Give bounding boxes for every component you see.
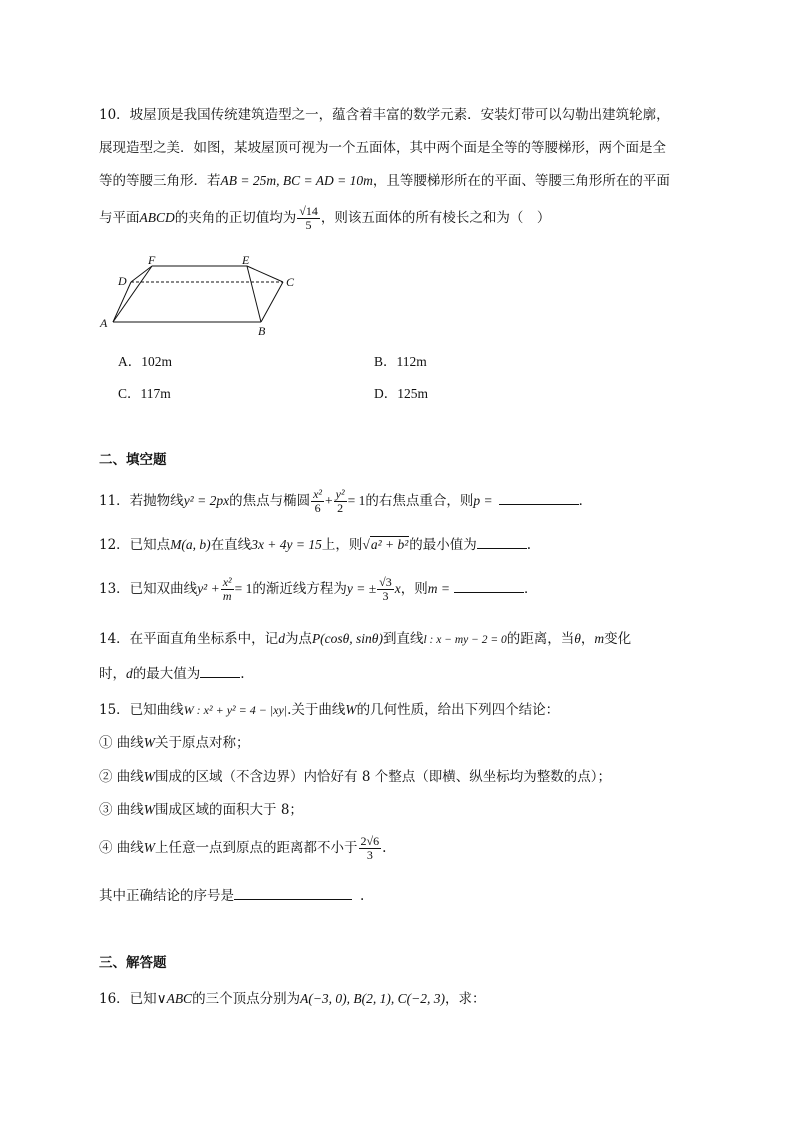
q15-W: W	[143, 769, 156, 784]
edge-df	[131, 266, 152, 282]
q15-W: W	[345, 702, 357, 717]
edge-be	[247, 266, 261, 322]
q15-item-2	[99, 765, 611, 785]
q11-parabola: y² = 2px	[183, 493, 230, 508]
q12-text: 的最小值为	[409, 537, 477, 553]
q16-triangle: ∨ABC	[156, 991, 193, 1006]
q14-end: .	[240, 666, 245, 682]
q16-text: 16．已知	[99, 991, 157, 1007]
q15-item-1	[99, 731, 250, 751]
label-b: B	[258, 324, 266, 337]
fraction-numerator: √3	[379, 575, 392, 589]
q13-answer-blank[interactable]	[454, 580, 524, 593]
q15	[99, 698, 559, 718]
q10-line4	[99, 205, 550, 232]
option-label: A．	[118, 354, 142, 369]
q15-W: W	[143, 802, 156, 817]
q15-distance-fraction	[359, 835, 382, 862]
item-number: ④	[99, 840, 113, 856]
q15-item-3	[99, 798, 303, 818]
q12-text: 12．已知点	[99, 537, 171, 553]
q10-plane: ABCD	[139, 210, 175, 225]
section-heading-fill-in: 二、填空题	[99, 452, 167, 468]
q14-text: 的最大值为	[132, 666, 201, 682]
option-label: B．	[374, 354, 397, 369]
q15-text: 的几何性质，给出下列四个结论：	[356, 702, 560, 718]
q15-answer	[99, 884, 364, 904]
q12-line: 3x + 4y = 15	[251, 537, 322, 552]
q11-text: 的焦点与椭圆	[229, 493, 311, 509]
q10-tan-fraction	[297, 205, 320, 232]
section-heading-solutions: 三、解答题	[99, 955, 167, 971]
item-text: 曲线	[116, 840, 144, 856]
q14-m: m	[594, 631, 605, 646]
q15-W: W	[143, 840, 156, 855]
q15-text: 15．已知曲线	[99, 702, 184, 718]
edge-ce	[247, 266, 283, 282]
edge-bc	[261, 282, 283, 322]
fraction-denominator: 5	[305, 218, 312, 232]
fraction-denominator: 6	[314, 501, 321, 515]
item-text: 关于原点对称；	[155, 735, 250, 751]
q10-line3	[99, 169, 670, 189]
q13-text: ，则	[400, 581, 428, 597]
q11-text: 的右焦点重合，则	[365, 493, 474, 509]
q10-lengths: AB = 25m, BC = AD = 10m	[220, 173, 373, 188]
q13-end: ．	[524, 581, 538, 597]
q14-text: 14．在平面直角坐标系中，记	[99, 631, 279, 647]
q10-text: ，则该五面体的所有棱长之和为（ ）	[320, 210, 551, 226]
q12-radicand: a² + b²	[370, 537, 409, 552]
option-label: C．	[118, 386, 141, 401]
q14-text: 到直线	[382, 631, 424, 647]
q15-end: .	[360, 888, 365, 904]
fraction-denominator: 3	[366, 848, 373, 862]
item-number: ①	[99, 735, 113, 751]
option-value: 117m	[140, 386, 171, 401]
q13-slope-fraction	[377, 576, 394, 603]
q10-line1: 10．坡屋顶是我国传统建筑造型之一，蕴含着丰富的数学元素．安装灯带可以勾勒出建筑轮廓，	[99, 107, 670, 123]
item-text: 曲线	[116, 769, 144, 785]
fraction-numerator: y²	[335, 487, 345, 501]
label-f: F	[148, 253, 156, 267]
option-d	[374, 382, 428, 402]
label-e: E	[242, 253, 250, 267]
fraction-numerator: x²	[313, 487, 323, 501]
q15-answer-blank[interactable]	[234, 887, 352, 900]
q13-m: m =	[427, 581, 450, 596]
q11	[99, 488, 592, 515]
q14-d: d	[278, 631, 285, 646]
q11-p: p =	[473, 493, 493, 508]
q14-text: 时，	[99, 666, 126, 682]
item-number: ②	[99, 769, 113, 785]
equals-one: = 1	[347, 493, 366, 508]
q12-point: M(a, b)	[170, 537, 211, 552]
q14-text: 的距离，当	[506, 631, 575, 647]
q13-fraction	[221, 576, 234, 603]
label-d: D	[118, 274, 127, 288]
fraction-numerator: 2√6	[360, 834, 380, 848]
item-text: 曲线	[116, 735, 144, 751]
q16	[99, 987, 486, 1007]
fraction-numerator: x²	[222, 575, 232, 589]
q14-d: d	[126, 666, 133, 681]
option-value: 112m	[396, 354, 427, 369]
q14-answer-blank[interactable]	[200, 665, 240, 678]
q12-end: .	[526, 537, 532, 553]
fraction-denominator: 2	[337, 501, 344, 515]
fraction-numerator: √14	[299, 204, 318, 218]
edge-ad	[113, 282, 131, 322]
q14-line2	[99, 662, 245, 682]
plus-sign: +	[325, 493, 333, 508]
fraction-denominator: m	[222, 589, 232, 603]
q11-answer-blank[interactable]	[499, 492, 579, 505]
q10-line2: 展现造型之美．如图，某坡屋顶可视为一个五面体，其中两个面是全等的等腰梯形，两个面是全	[99, 140, 666, 156]
q10-text: 等的等腰三角形．若	[99, 173, 221, 189]
q10-text: 与平面	[99, 210, 140, 226]
q11-text: 11．若抛物线	[99, 493, 184, 509]
q15-answer-label: 其中正确结论的序号是	[99, 888, 234, 904]
label-a: A	[100, 316, 108, 330]
item-text: 围成的区域（不含边界）内恰好有 8 个整点（即横、纵坐标均为整数的点）；	[155, 769, 611, 785]
q13-x: x	[394, 581, 401, 596]
q14-theta: θ	[574, 631, 581, 646]
q13-text: 的渐近线方程为	[252, 581, 347, 597]
q14-point: P(cosθ, sinθ)	[311, 631, 383, 646]
fraction-denominator: 3	[382, 589, 389, 603]
item-text: 上任意一点到原点的距离都不小于	[155, 840, 358, 856]
sqrt-icon: √	[362, 537, 370, 552]
label-c: C	[286, 275, 295, 289]
q11-fraction-x	[311, 488, 324, 515]
option-b	[374, 350, 427, 370]
option-c	[118, 382, 171, 402]
item-text: 曲线	[116, 802, 144, 818]
q11-fraction-y	[334, 488, 347, 515]
q11-end: ．	[578, 493, 593, 509]
q13	[99, 576, 538, 603]
q16-points: A(−3, 0), B(2, 1), C(−2, 3)	[300, 991, 446, 1006]
q14-line1	[99, 627, 631, 647]
item-end: .	[382, 840, 387, 856]
option-a	[118, 350, 172, 370]
q16-text: 的三个顶点分别为	[192, 991, 301, 1007]
q15-W: W	[143, 735, 156, 750]
option-value: 102m	[141, 354, 173, 369]
q14-comma: ，	[580, 631, 595, 647]
q15-text: .关于曲线	[287, 702, 346, 718]
item-text: 围成区域的面积大于 8；	[155, 802, 303, 818]
roof-pentahedron-figure	[96, 252, 306, 337]
equals-one: = 1	[234, 581, 253, 596]
item-number: ③	[99, 802, 113, 818]
q10-text: ，且等腰梯形所在的平面、等腰三角形所在的平面	[372, 173, 670, 189]
q12-answer-blank[interactable]	[477, 536, 527, 549]
q14-text: 变化	[604, 631, 632, 647]
option-value: 125m	[397, 386, 429, 401]
q13-text: 13．已知双曲线	[99, 581, 198, 597]
q14-text: 为点	[284, 631, 312, 647]
q15-curve: W : x² + y² = 4 − |xy|	[183, 703, 288, 717]
q10-text: 的夹角的正切值均为	[174, 210, 297, 226]
q12-text: 上，则	[321, 537, 363, 553]
option-label: D．	[374, 386, 398, 401]
q16-text: ，求：	[445, 991, 486, 1007]
q13-y2: y² +	[197, 581, 220, 596]
q14-line: l : x − my − 2 = 0	[423, 634, 507, 646]
q12	[99, 533, 531, 553]
q15-item-4	[99, 835, 386, 862]
q13-asymptote: y = ±	[346, 581, 377, 596]
q12-text: 在直线	[210, 537, 252, 553]
